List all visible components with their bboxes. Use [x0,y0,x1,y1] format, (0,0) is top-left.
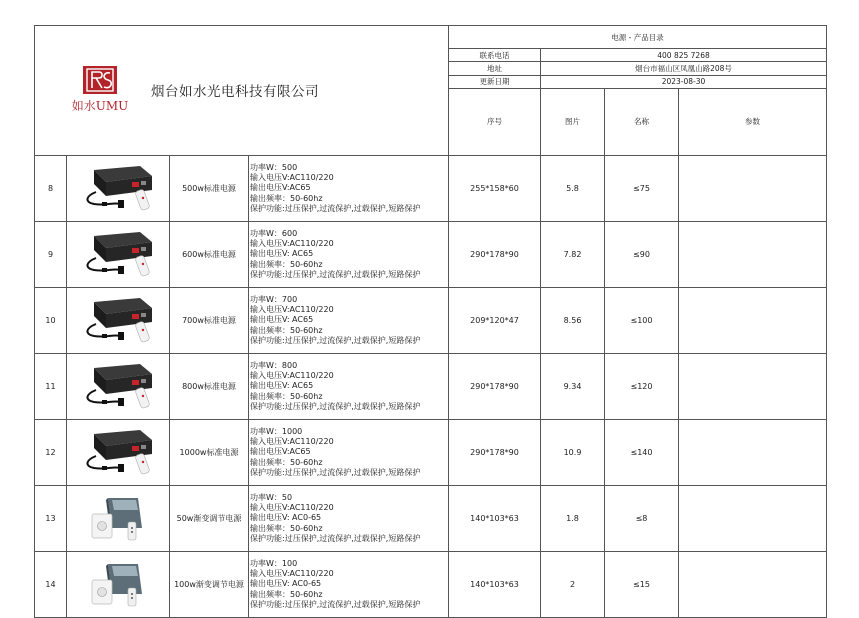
param-input-voltage: 输入电压V:AC110/220 [250,172,334,182]
product-image [67,287,170,353]
product-params [249,485,449,551]
param-frequency: 输出频率：50-60hz [250,193,323,203]
company-header [35,26,449,156]
table-row [35,287,827,353]
product-weight: 8.56 [541,287,605,353]
param-power: 功率W：700 [250,294,298,304]
param-protection: 保护功能:过压保护,过流保护,过载保护,短路保护 [250,599,421,609]
param-input-voltage: 输入电压V:AC110/220 [250,568,334,578]
black-power-box [80,162,156,214]
product-size: 140*103*63 [449,551,541,617]
param-output-voltage: 输出电压V: AC65 [250,315,314,325]
product-image [67,221,170,287]
table-row [35,551,827,617]
product-params [249,419,449,485]
product-weight: 5.8 [541,155,605,221]
dimmer-power-box [80,492,156,544]
product-size: 290*178*90 [449,419,541,485]
param-input-voltage: 输入电压V:AC110/220 [250,436,334,446]
product-image [67,485,170,551]
row-no: 9 [35,221,67,287]
product-params [249,551,449,617]
product-weight: 7.82 [541,221,605,287]
date-label: 更新日期 [449,75,541,88]
header-params: 参数 [679,88,827,155]
product-weight: 1.8 [541,485,605,551]
phone-label: 联系电话 [449,49,541,62]
product-note [679,155,827,221]
product-name: 50w渐变调节电源 [170,485,249,551]
param-protection: 保护功能:过压保护,过流保护,过载保护,短路保护 [250,533,421,543]
table-row [35,155,827,221]
param-input-voltage: 输入电压V:AC110/220 [250,304,334,314]
param-power: 功率W：600 [250,228,298,238]
product-image [67,155,170,221]
param-frequency: 输出频率：50-60hz [250,259,323,269]
product-params [249,353,449,419]
table-row [35,353,827,419]
product-name: 700w标准电源 [170,287,249,353]
row-no: 13 [35,485,67,551]
product-size: 140*103*63 [449,485,541,551]
table-row [35,485,827,551]
black-power-box [80,294,156,346]
product-range: ≤90 [605,221,679,287]
product-name: 800w标准电源 [170,353,249,419]
product-weight: 2 [541,551,605,617]
product-name: 600w标准电源 [170,221,249,287]
product-name: 500w标准电源 [170,155,249,221]
param-power: 功率W：100 [250,558,298,568]
param-protection: 保护功能:过压保护,过流保护,过载保护,短路保护 [250,335,421,345]
product-note [679,551,827,617]
black-power-box [80,360,156,412]
black-power-box [80,228,156,280]
catalog-sheet [34,25,826,609]
param-input-voltage: 输入电压V:AC110/220 [250,502,334,512]
row-no: 8 [35,155,67,221]
product-size: 209*120*47 [449,287,541,353]
product-range: ≤15 [605,551,679,617]
address-label: 地址 [449,62,541,75]
product-params [249,287,449,353]
product-weight: 9.34 [541,353,605,419]
product-note [679,353,827,419]
row-no: 12 [35,419,67,485]
param-protection: 保护功能:过压保护,过流保护,过载保护,短路保护 [250,401,421,411]
company-name: 烟台如水光电科技有限公司 [151,84,319,101]
product-note [679,419,827,485]
product-image [67,419,170,485]
table-row [35,419,827,485]
header-image: 图片 [541,88,605,155]
row-no: 10 [35,287,67,353]
phone-value: 400 825 7268 [541,49,827,62]
param-output-voltage: 输出电压V:AC65 [250,447,311,457]
param-output-voltage: 输出电压V: AC0-65 [250,579,322,589]
product-name: 1000w标准电源 [170,419,249,485]
product-name: 100w渐变调节电源 [170,551,249,617]
param-power: 功率W：500 [250,162,298,172]
product-range: ≤140 [605,419,679,485]
black-power-box [80,426,156,478]
param-output-voltage: 输出电压V: AC65 [250,249,314,259]
company-logo [65,66,135,114]
product-size: 290*178*90 [449,221,541,287]
param-output-voltage: 输出电压V: AC65 [250,381,314,391]
header-no: 序号 [449,88,541,155]
product-size: 255*158*60 [449,155,541,221]
param-input-voltage: 输入电压V:AC110/220 [250,238,334,248]
date-value: 2023-08-30 [541,75,827,88]
product-note [679,287,827,353]
param-protection: 保护功能:过压保护,过流保护,过载保护,短路保护 [250,203,421,213]
product-range: ≤120 [605,353,679,419]
param-output-voltage: 输出电压V:AC65 [250,183,311,193]
param-power: 功率W：800 [250,360,298,370]
header-name: 名称 [605,88,679,155]
param-protection: 保护功能:过压保护,过流保护,过载保护,短路保护 [250,467,421,477]
catalog-table [34,25,827,618]
param-protection: 保护功能:过压保护,过流保护,过载保护,短路保护 [250,269,421,279]
param-power: 功率W：50 [250,492,293,502]
row-no: 11 [35,353,67,419]
param-frequency: 输出频率：50-60hz [250,457,323,467]
address-value: 烟台市福山区凤凰山路208号 [541,62,827,75]
product-image [67,353,170,419]
param-frequency: 输出频率：50-60hz [250,325,323,335]
product-range: ≤100 [605,287,679,353]
product-weight: 10.9 [541,419,605,485]
table-row [35,221,827,287]
logo-mark [83,66,117,94]
catalog-title: 电源 - 产品目录 [449,26,827,49]
logo-text: 如水UMU [71,99,129,114]
param-frequency: 输出频率：50-60hz [250,589,323,599]
product-note [679,485,827,551]
product-params [249,155,449,221]
product-params [249,221,449,287]
product-image [67,551,170,617]
param-power: 功率W：1000 [250,426,303,436]
param-output-voltage: 输出电压V: AC0-65 [250,513,322,523]
param-input-voltage: 输入电压V:AC110/220 [250,370,334,380]
param-frequency: 输出频率：50-60hz [250,523,323,533]
product-note [679,221,827,287]
product-size: 290*178*90 [449,353,541,419]
product-range: ≤8 [605,485,679,551]
row-no: 14 [35,551,67,617]
param-frequency: 输出频率：50-60hz [250,391,323,401]
product-range: ≤75 [605,155,679,221]
